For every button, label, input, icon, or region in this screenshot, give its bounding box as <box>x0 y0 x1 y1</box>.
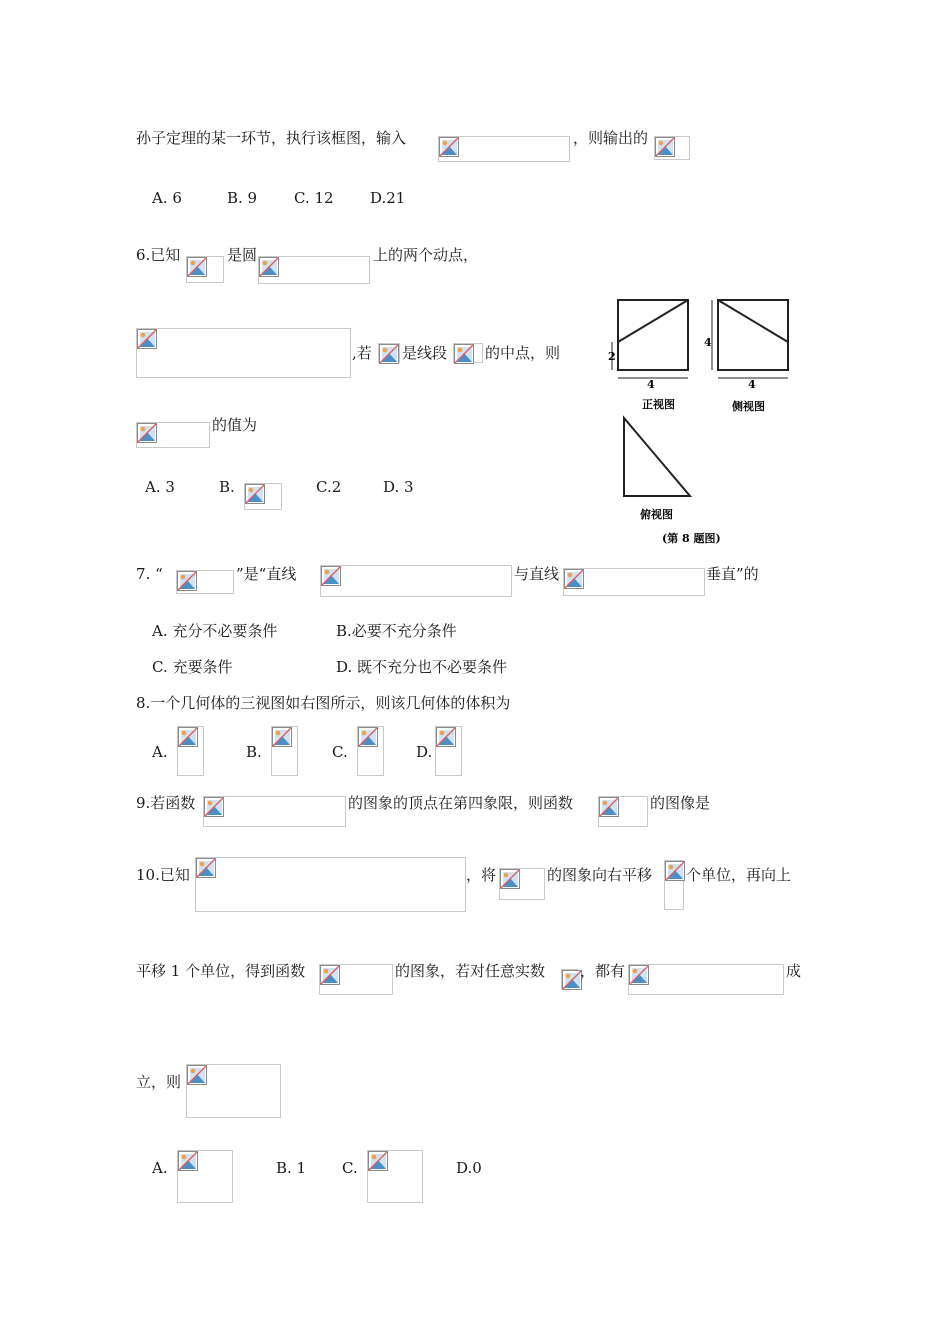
q10-option-b: B. 1 <box>276 1159 307 1177</box>
broken-image-icon <box>320 965 340 985</box>
broken-image-icon <box>500 869 520 889</box>
q6-text-e: 是线段 <box>402 344 448 362</box>
q7-text-d: 垂直”的 <box>706 565 759 583</box>
figure-caption: (第 8 题图) <box>662 532 721 545</box>
q6-option-b: B. <box>219 478 235 496</box>
formula-image <box>271 726 298 776</box>
broken-image-icon <box>665 861 685 881</box>
formula-image <box>453 343 483 363</box>
formula-image <box>654 136 690 160</box>
broken-image-icon <box>436 727 456 747</box>
q6-option-d: D. 3 <box>383 478 414 496</box>
front-width-dimension: 4 <box>647 378 655 391</box>
formula-image <box>186 1064 281 1118</box>
broken-image-icon <box>368 1151 388 1171</box>
broken-image-icon <box>187 1065 207 1085</box>
front-view-label: 正视图 <box>642 398 675 411</box>
broken-image-icon <box>629 965 649 985</box>
formula-image <box>561 969 578 989</box>
broken-image-icon <box>321 566 341 586</box>
q10-text-h: 成 <box>786 962 802 980</box>
formula-image <box>367 1150 423 1203</box>
q8-option-d: D. <box>416 743 433 761</box>
q10-text-g: ，都有 <box>580 962 626 980</box>
side-view <box>712 300 788 378</box>
broken-image-icon <box>259 257 279 277</box>
q10-text-i: 立，则 <box>136 1073 182 1091</box>
formula-image <box>357 726 384 776</box>
side-width-dimension: 4 <box>748 378 756 391</box>
broken-image-icon <box>245 484 265 504</box>
formula-image <box>136 328 351 378</box>
q6-text-b: 是圆 <box>227 246 258 264</box>
broken-image-icon <box>379 344 399 364</box>
q7-option-b: B.必要不充分条件 <box>336 622 457 640</box>
broken-image-icon <box>655 137 675 157</box>
broken-image-icon <box>196 858 216 878</box>
formula-image <box>598 796 648 827</box>
broken-image-icon <box>562 970 582 990</box>
q5-text-b: ，则输出的 <box>573 129 649 147</box>
q7-option-a: A. 充分不必要条件 <box>152 622 278 640</box>
formula-image <box>176 570 234 594</box>
q10-text-b: ，将 <box>466 866 497 884</box>
q8-option-c: C. <box>332 743 348 761</box>
top-view-label: 俯视图 <box>640 508 673 521</box>
q6-text-g: 的值为 <box>212 416 258 434</box>
q7-option-c: C. 充要条件 <box>152 658 233 676</box>
front-view <box>612 300 688 378</box>
q5-option-a: A. 6 <box>152 189 182 207</box>
front-height-dimension: 2 <box>608 350 616 363</box>
broken-image-icon <box>178 1151 198 1171</box>
broken-image-icon <box>177 571 197 591</box>
formula-image <box>628 964 784 995</box>
q10-text-e: 平移 1 个单位，得到函数 <box>136 962 306 980</box>
q6-text-f: 的中点，则 <box>485 344 561 362</box>
broken-image-icon <box>272 727 292 747</box>
q10-option-a: A. <box>152 1159 168 1177</box>
formula-image <box>203 796 346 827</box>
q10-text-f: 的图象，若对任意实数 <box>395 962 546 980</box>
broken-image-icon <box>187 257 207 277</box>
formula-image <box>499 868 545 900</box>
formula-image <box>320 565 512 597</box>
side-height-dimension: 4 <box>704 336 712 349</box>
three-view-figure <box>600 292 800 552</box>
q10-option-d: D.0 <box>456 1159 482 1177</box>
q8-option-b: B. <box>246 743 262 761</box>
formula-image <box>664 860 684 910</box>
q7-text-b: ”是“直线 <box>236 565 297 583</box>
formula-image <box>195 857 466 912</box>
formula-image <box>435 726 462 776</box>
formula-image <box>186 256 224 283</box>
broken-image-icon <box>564 569 584 589</box>
formula-image <box>177 726 204 776</box>
q9-text-c: 的图像是 <box>650 794 711 812</box>
formula-image <box>563 568 705 596</box>
q10-text-d: 个单位，再向上 <box>686 866 792 884</box>
formula-image <box>319 964 393 995</box>
formula-image <box>177 1150 233 1203</box>
broken-image-icon <box>358 727 378 747</box>
formula-image <box>378 343 400 363</box>
broken-image-icon <box>454 344 474 364</box>
q8-option-a: A. <box>152 743 168 761</box>
formula-image <box>136 422 210 448</box>
side-view-label: 侧视图 <box>732 400 765 413</box>
q10-text-a: 10.已知 <box>136 866 190 884</box>
broken-image-icon <box>439 137 459 157</box>
q6-option-c: C.2 <box>316 478 342 496</box>
q9-text-a: 9.若函数 <box>136 794 196 812</box>
formula-image <box>244 483 282 510</box>
q5-option-b: B. 9 <box>227 189 258 207</box>
broken-image-icon <box>137 329 157 349</box>
q7-option-d: D. 既不充分也不必要条件 <box>336 658 508 676</box>
q6-text-a: 6.已知 <box>136 246 181 264</box>
q5-option-d: D.21 <box>370 189 406 207</box>
q5-text-a: 孙子定理的某一环节，执行该框图，输入 <box>136 129 407 147</box>
broken-image-icon <box>178 727 198 747</box>
q5-option-c: C. 12 <box>294 189 334 207</box>
formula-image <box>438 136 570 162</box>
q7-text-a: 7. “ <box>136 565 163 583</box>
q8-text: 8.一个几何体的三视图如右图所示，则该几何体的体积为 <box>136 694 511 712</box>
q6-text-d: ,若 <box>352 344 372 362</box>
broken-image-icon <box>599 797 619 817</box>
q7-text-c: 与直线 <box>514 565 560 583</box>
broken-image-icon <box>204 797 224 817</box>
q9-text-b: 的图象的顶点在第四象限，则函数 <box>348 794 574 812</box>
formula-image <box>258 256 370 284</box>
q6-option-a: A. 3 <box>145 478 175 496</box>
top-view <box>624 418 690 496</box>
q10-option-c: C. <box>342 1159 358 1177</box>
q6-text-c: 上的两个动点， <box>373 246 479 264</box>
broken-image-icon <box>137 423 157 443</box>
q10-text-c: 的图象向右平移 <box>547 866 653 884</box>
